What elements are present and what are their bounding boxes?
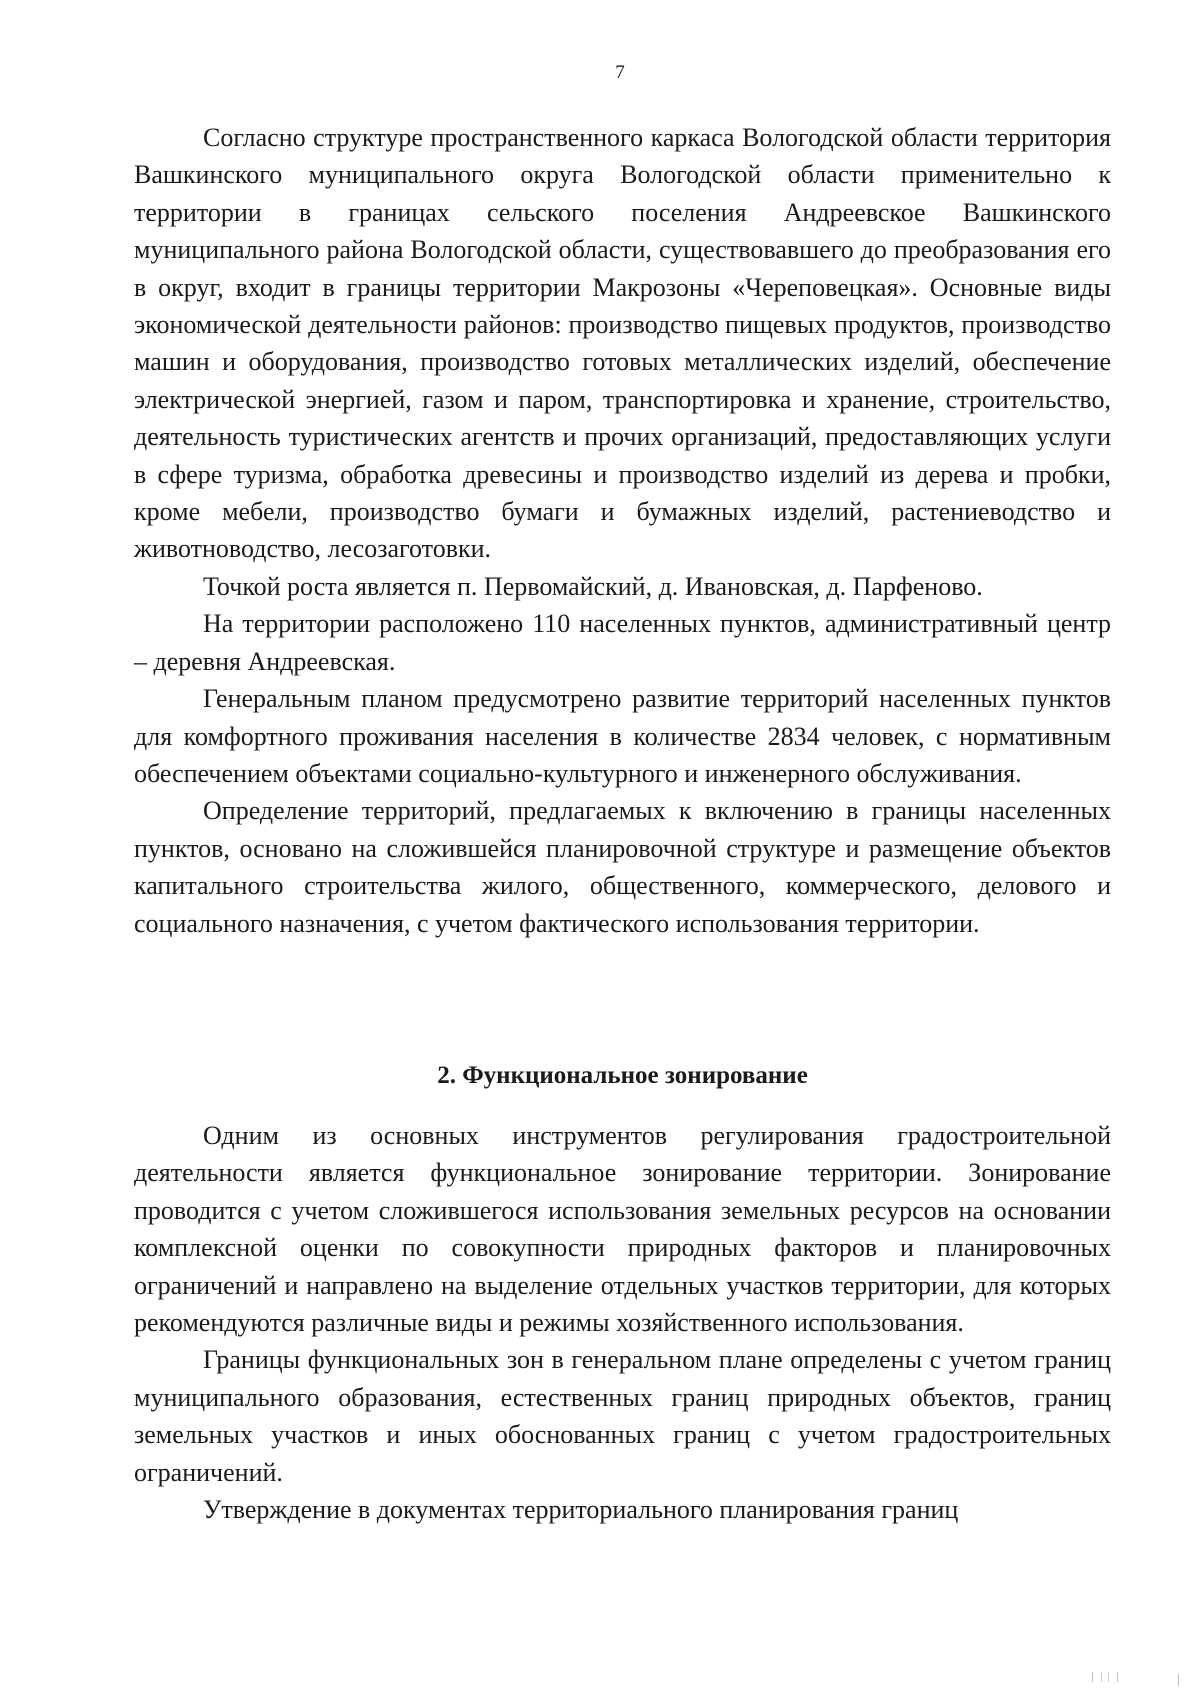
- paragraph-approval: Утверждение в документах территориального планирования границ: [203, 1495, 959, 1525]
- paragraph-spatial-framework: Согласно структуре пространственного каркаса Вологодской области территория Вашкинского муниципального округа Вологодской области применительно к территории в границах сельского поселения Андреевское Вашкинского муниципального района Вологодской области, существовавшего до преобразования его в округ, входит в границы территории Макрозоны «Череповецкая». Основные виды экономической деятельности районов: производство пищевых продуктов, производство машин и оборудования, производство готовых металлических изделий, обеспечение электрической энергией, газом и паром, транспортировка и хранение, строительство, деятельность туристических агентств и прочих организаций, предоставляющих услуги в сфере туризма, обработка древесины и производство изделий из дерева и пробки, кроме мебели, производство бумаги и бумажных изделий, растениеводство и животноводство, лесозаготовки.: [134, 123, 1111, 564]
- paragraph-master-plan-population: Генеральным планом предусмотрено развитие территорий населенных пунктов для комфортного проживания населения в количестве 2834 человек, с нормативным обеспечением объектами социально-культурного и инженерного обслуживания.: [134, 684, 1111, 788]
- body-text-bottom: [134, 1117, 1111, 1528]
- section-heading: 2. Функциональное зонирование: [437, 1062, 808, 1089]
- body-text-top: [134, 119, 1111, 942]
- paragraph-settlements-count: На территории расположено 110 населенных пунктов, административный центр – деревня Андреевская.: [134, 609, 1111, 676]
- scan-artifact-edge: [1178, 1674, 1179, 1686]
- scan-artifact-mark: [1092, 1672, 1118, 1682]
- page-number: 7: [615, 62, 625, 83]
- paragraph-growth-points: Точкой роста является п. Первомайский, д. Ивановская, д. Парфеново.: [203, 571, 983, 601]
- paragraph-zone-boundaries: Границы функциональных зон в генеральном плане определены с учетом границ муниципального образования, естественных границ природных объектов, границ земельных участков и иных обоснованных границ с учетом градостроительных ограничений.: [134, 1345, 1111, 1487]
- paragraph-functional-zoning: Одним из основных инструментов регулирования градостроительной деятельности является функциональное зонирование территории. Зонирование проводится с учетом сложившегося использования земельных ресурсов на основании комплексной оценки по совокупности природных факторов и планировочных ограничений и направлено на выделение отдельных участков территории, для которых рекомендуются различные виды и режимы хозяйственного использования.: [134, 1121, 1111, 1338]
- paragraph-territory-inclusion: Определение территорий, предлагаемых к включению в границы населенных пунктов, основано на сложившейся планировочной структуре и размещение объектов капитального строительства жилого, общественного, коммерческого, делового и социального назначения, с учетом фактического использования территории.: [134, 796, 1111, 938]
